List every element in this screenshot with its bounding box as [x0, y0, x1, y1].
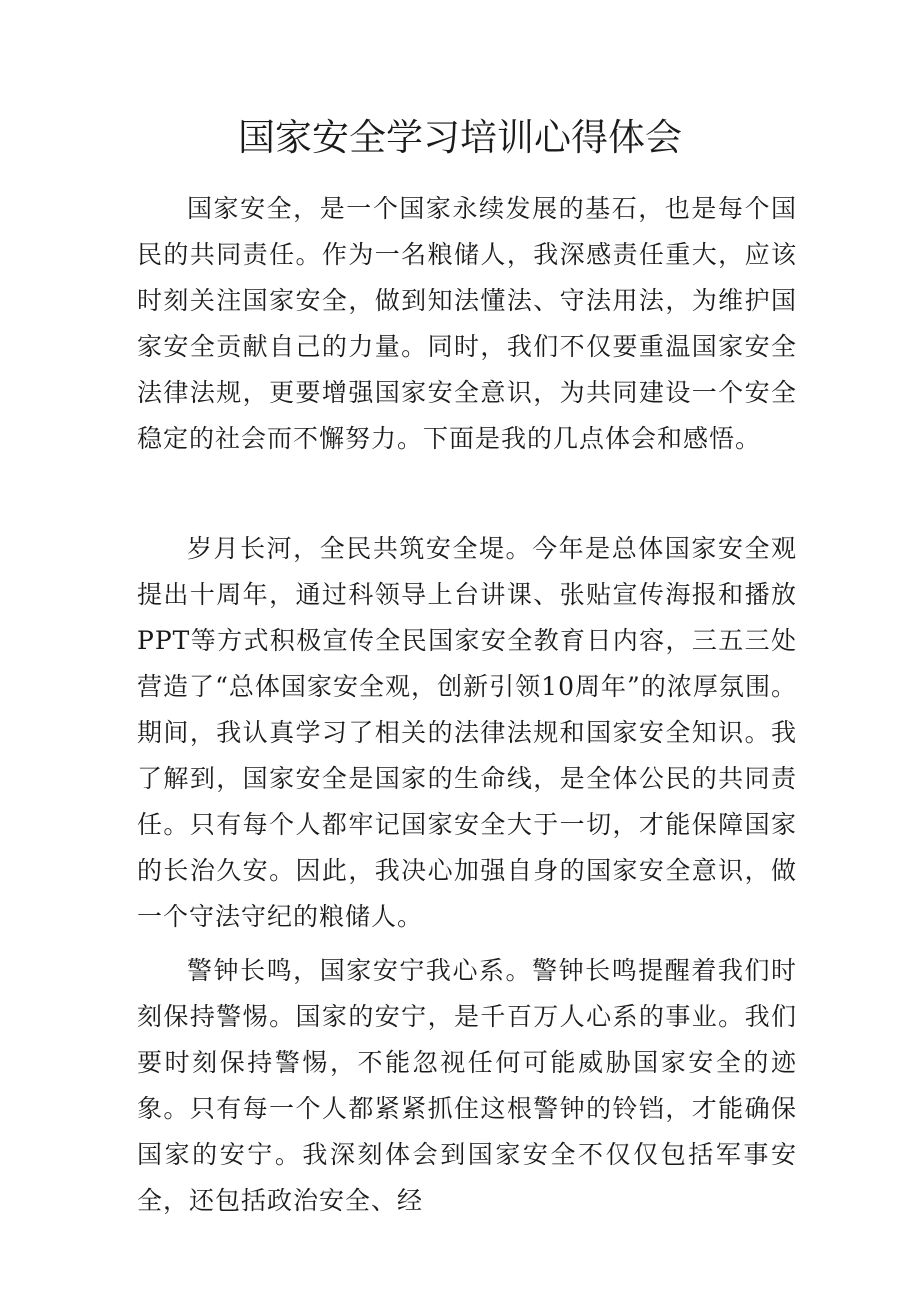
paragraph-intro: 国家安全，是一个国家永续发展的基石，也是每个国民的共同责任。作为一名粮储人，我深感责任重大，应该时刻关注国家安全，做到知法懂法、守法用法，为维护国家安全贡献自己的力量。同时，我们不仅要重温国家安全法律法规，更要增强国家安全意识，为共同建设一个安全稳定的社会而不懈努力。下面是我的几点体会和感悟。	[137, 194, 797, 453]
document-title: 国家安全学习培训心得体会	[238, 116, 682, 159]
paragraph-security-embankment: 岁月长河，全民共筑安全堤。今年是总体国家安全观提出十周年，通过科领导上台讲课、张贴宣传海报和播放PPT等方式积极宣传全民国家安全教育日内容，三五三处营造了“总体国家安全观，创新引领10周年”的浓厚氛围。期间，我认真学习了相关的法律法规和国家安全知识。我了解到，国家安全是国家的生命线，是全体公民的共同责任。只有每个人都牢记国家安全大于一切，才能保障国家的长治久安。因此，我决心加强自身的国家安全意识，做一个守法守纪的粮储人。	[137, 534, 797, 931]
paragraph-alarm-bell: 警钟长鸣，国家安宁我心系。警钟长鸣提醒着我们时刻保持警惕。国家的安宁，是千百万人心系的事业。我们要时刻保持警惕，不能忽视任何可能威胁国家安全的迹象。只有每一个人都紧紧抓住这根警钟的铃铛，才能确保国家的安宁。我深刻体会到国家安全不仅仅包括军事安全，还包括政治安全、经	[137, 956, 797, 1215]
